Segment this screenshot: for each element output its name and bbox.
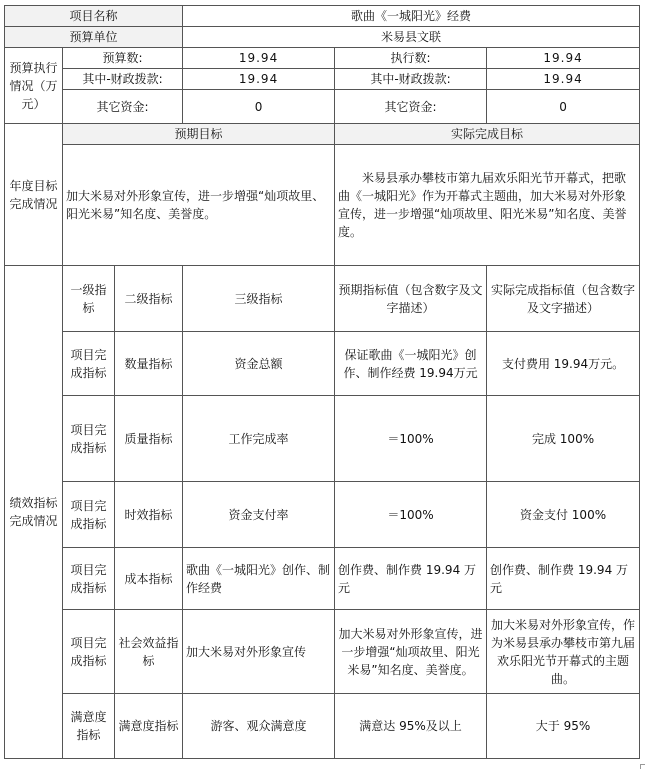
level3-cell: 资金支付率 — [183, 482, 335, 548]
performance-report-table — [4, 5, 640, 759]
budget-unit-label: 预算单位 — [5, 27, 183, 48]
actual-value-cell: 支付费用 19.94万元。 — [487, 332, 640, 396]
project-name-value: 歌曲《一城阳光》经费 — [183, 6, 640, 27]
actual-value-header: 实际完成指标值（包含数字及文字描述） — [487, 266, 640, 332]
fiscal-executed-label: 其中-财政拨款: — [335, 69, 487, 90]
actual-value-cell: 资金支付 100% — [487, 482, 640, 548]
executed-amount-label: 执行数: — [335, 48, 487, 69]
level1-header: 一级指标 — [63, 266, 115, 332]
table-row — [5, 694, 640, 759]
expected-value-cell: ＝100% — [335, 482, 487, 548]
level2-cell: 质量指标 — [115, 396, 183, 482]
level2-cell: 成本指标 — [115, 548, 183, 610]
other-budget-value: 0 — [183, 90, 335, 124]
actual-value-cell: 大于 95% — [487, 694, 640, 759]
fiscal-budget-label: 其中-财政拨款: — [63, 69, 183, 90]
budget-amount-value: 19.94 — [183, 48, 335, 69]
paragraph-mark — [640, 764, 645, 769]
actual-goal-text: 米易县承办攀枝市第九届欢乐阳光节开幕式，把歌曲《一城阳光》作为开幕式主题曲，加大米易对外形象宣传，进一步增强“灿项故里、阳光米易”知名度、美誉度。 — [335, 145, 640, 266]
level3-cell: 工作完成率 — [183, 396, 335, 482]
level3-cell: 游客、观众满意度 — [183, 694, 335, 759]
level1-cell: 满意度指标 — [63, 694, 115, 759]
other-budget-label: 其它资金: — [63, 90, 183, 124]
actual-goal-header: 实际完成目标 — [335, 124, 640, 145]
level1-cell: 项目完成指标 — [63, 332, 115, 396]
actual-value-cell: 完成 100% — [487, 396, 640, 482]
expected-goal-header: 预期目标 — [63, 124, 335, 145]
level1-cell: 项目完成指标 — [63, 396, 115, 482]
performance-indicator-label: 绩效指标完成情况 — [5, 266, 63, 759]
expected-value-cell: 创作费、制作费 19.94 万元 — [335, 548, 487, 610]
table-row — [5, 396, 640, 482]
expected-value-cell: 保证歌曲《一城阳光》创作、制作经费 19.94万元 — [335, 332, 487, 396]
expected-goal-text: 加大米易对外形象宣传，进一步增强“灿项故里、阳光米易”知名度、美誉度。 — [63, 145, 335, 266]
fiscal-executed-value: 19.94 — [487, 69, 640, 90]
level3-header: 三级指标 — [183, 266, 335, 332]
table-row — [5, 332, 640, 396]
table-row — [5, 548, 640, 610]
level3-cell: 歌曲《一城阳光》创作、制作经费 — [183, 548, 335, 610]
level2-cell: 满意度指标 — [115, 694, 183, 759]
budget-amount-label: 预算数: — [63, 48, 183, 69]
budget-unit-value: 米易县文联 — [183, 27, 640, 48]
project-name-label: 项目名称 — [5, 6, 183, 27]
level2-cell: 时效指标 — [115, 482, 183, 548]
level1-cell: 项目完成指标 — [63, 610, 115, 694]
expected-value-cell: 满意达 95%及以上 — [335, 694, 487, 759]
annual-goal-label: 年度目标完成情况 — [5, 124, 63, 266]
level3-cell: 加大米易对外形象宣传 — [183, 610, 335, 694]
other-executed-value: 0 — [487, 90, 640, 124]
budget-execution-label: 预算执行情况（万元） — [5, 48, 63, 124]
expected-value-cell: 加大米易对外形象宣传，进一步增强“灿项故里、阳光米易”知名度、美誉度。 — [335, 610, 487, 694]
level2-cell: 社会效益指标 — [115, 610, 183, 694]
expected-value-header: 预期指标值（包含数字及文字描述） — [335, 266, 487, 332]
table-row — [5, 482, 640, 548]
level1-cell: 项目完成指标 — [63, 482, 115, 548]
level2-header: 二级指标 — [115, 266, 183, 332]
level1-cell: 项目完成指标 — [63, 548, 115, 610]
fiscal-budget-value: 19.94 — [183, 69, 335, 90]
other-executed-label: 其它资金: — [335, 90, 487, 124]
level3-cell: 资金总额 — [183, 332, 335, 396]
level2-cell: 数量指标 — [115, 332, 183, 396]
actual-value-cell: 加大米易对外形象宣传，作为米易县承办攀枝市第九届欢乐阳光节开幕式的主题曲。 — [487, 610, 640, 694]
expected-value-cell: ＝100% — [335, 396, 487, 482]
executed-amount-value: 19.94 — [487, 48, 640, 69]
actual-value-cell: 创作费、制作费 19.94 万元 — [487, 548, 640, 610]
table-row — [5, 610, 640, 694]
